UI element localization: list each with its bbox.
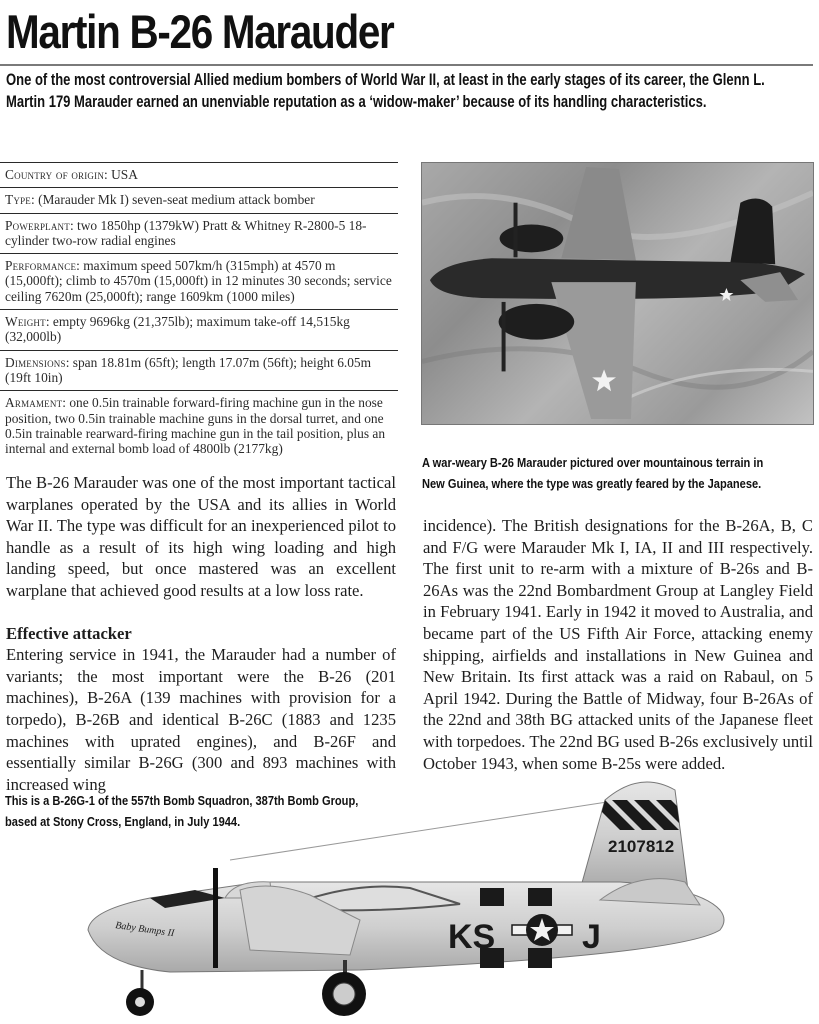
photo-caption-line: A war-weary B-26 Marauder pictured over mountainous terrain in [422,455,764,470]
body-paragraph: Entering service in 1941, the Marauder had a number of variants; the most important were the B-26 (201 machines), B-26A (139 machines with provision for a torpedo), B-26B and identical B-26C (1883 and 1235 machines with uprated engines), and B-26F and essentially similar B-26G (300 and 893 machines with increased wing [6,645,396,794]
tail-serial: 2107812 [608,837,675,856]
spec-label: Type [5,192,31,208]
profile-caption-line: This is a B-26G-1 of the 557th Bomb Squadron, 387th Bomb Group, [5,793,359,808]
photo-caption [422,452,763,494]
spec-table [0,162,398,461]
spec-label: Powerplant [5,217,70,233]
intro-paragraph: The B-26 Marauder was one of the most important tactical warplanes operated by the USA and its allies in World War II. The type was difficult for an inexperienced pilot to handle as a result of its high wing loading and high landing speed, but once mastered was an excellent warplane that achieved good results at a low loss rate. [6,473,396,600]
aircraft-photo [421,162,814,425]
title-divider [0,64,813,66]
aircraft-profile-illustration [60,770,760,1024]
spec-value: span 18.81m (65ft); length 17.07m (56ft); height 6.05m (19ft 10in) [5,354,372,385]
spec-armament: Armament: one 0.5in trainable forward-firing machine gun in the nose position, two 0.5in trainable machine guns in the dorsal turret, and one 0.5in trainable rearward-firing machine gun in the tail position, plus an internal and external bomb load of 4800lb (2177kg) [0,390,398,461]
spec-dimensions: Dimensions: span 18.81m (65ft); length 17.07m (56ft); height 6.05m (19ft 10in) [0,350,398,391]
spec-type: Type: (Marauder Mk I) seven-seat medium attack bomber [0,187,398,212]
b26g-side-profile [60,770,760,1024]
spec-value: (Marauder Mk I) seven-seat medium attack bomber [38,192,315,208]
spec-value: USA [111,167,138,182]
spec-label: Weight [5,314,46,330]
squadron-code: KS [448,918,496,956]
profile-caption-line: based at Stony Cross, England, in July 1944. [5,814,241,829]
page-title: Martin B-26 Marauder [6,5,394,58]
spec-value: two 1850hp (1379kW) Pratt & Whitney R-2800-5 18-cylinder two-row radial engines [5,217,367,248]
spec-country: Country of origin: USA [0,162,398,187]
spec-label: Dimensions [5,354,66,370]
spec-performance: Performance: maximum speed 507km/h (315mph) at 4570 m (15,000ft); climb to 4570m (15,000ft) in 12 minutes 30 seconds; service ceiling 7620m (25,000ft); range 1609km (1000 miles) [0,253,398,309]
aircraft-letter: J [582,918,601,956]
section-heading: Effective attacker [6,623,132,643]
body-column-left [6,472,396,795]
spec-label: Performance [5,258,77,274]
photo-caption-line: New Guinea, where the type was greatly feared by the Japanese. [422,476,762,491]
spec-value: one 0.5in trainable forward-firing machine gun in the nose position, two 0.5in trainable machine guns in the dorsal turret, and one 0.5in trainable rearward-firing machine gun in the tail position, plus an internal and external bomb load of 4800lb (2177kg) [5,395,386,457]
body-column-right [423,515,813,774]
intro-text: One of the most controversial Allied medium bombers of World War II, at least in the early stages of its career, the Glenn L. Martin 179 Marauder earned an unenviable reputation as a ‘widow-maker’ because of its handling characteristics. [6,71,765,111]
spec-label: Country of origin [5,167,105,182]
nose-art: Baby Bumps II [114,920,175,940]
spec-value: empty 9696kg (21,375lb); maximum take-off 14,515kg (32,000lb) [5,314,350,345]
spec-label: Armament [5,395,63,411]
intro-standfirst [6,70,806,113]
b26-photo-image [422,163,813,424]
spec-value: maximum speed 507km/h (315mph) at 4570 m (15,000ft); climb to 4570m (15,000ft) in 12 minutes 30 seconds; service ceiling 7620m (25,000ft); range 1609km (1000 miles) [5,258,392,304]
spec-powerplant: Powerplant: two 1850hp (1379kW) Pratt & Whitney R-2800-5 18-cylinder two-row radial engines [0,213,398,254]
spec-weight: Weight: empty 9696kg (21,375lb); maximum take-off 14,515kg (32,000lb) [0,309,398,350]
body-paragraph-continued: incidence). The British designations for the B-26A, B, C and F/G were Marauder Mk I, IA, II and III respectively. The first unit to re-arm with a mixture of B-26s and B-26As was the 22nd Bombardment Group at Langley Field in February 1941. Early in 1942 it moved to Australia, and became part of the US Fifth Air Force, attacking enemy shipping, airfields and installations in New Guinea and New Britain. Its first attack was a raid on Rabaul, on 5 April 1942. During the Battle of Midway, four B-26As of the 22nd and 38th BG attacked units of the Japanese fleet with torpedoes. The 22nd BG used B-26s exclusively until October 1943, when some B-25s were added. [423,516,813,773]
